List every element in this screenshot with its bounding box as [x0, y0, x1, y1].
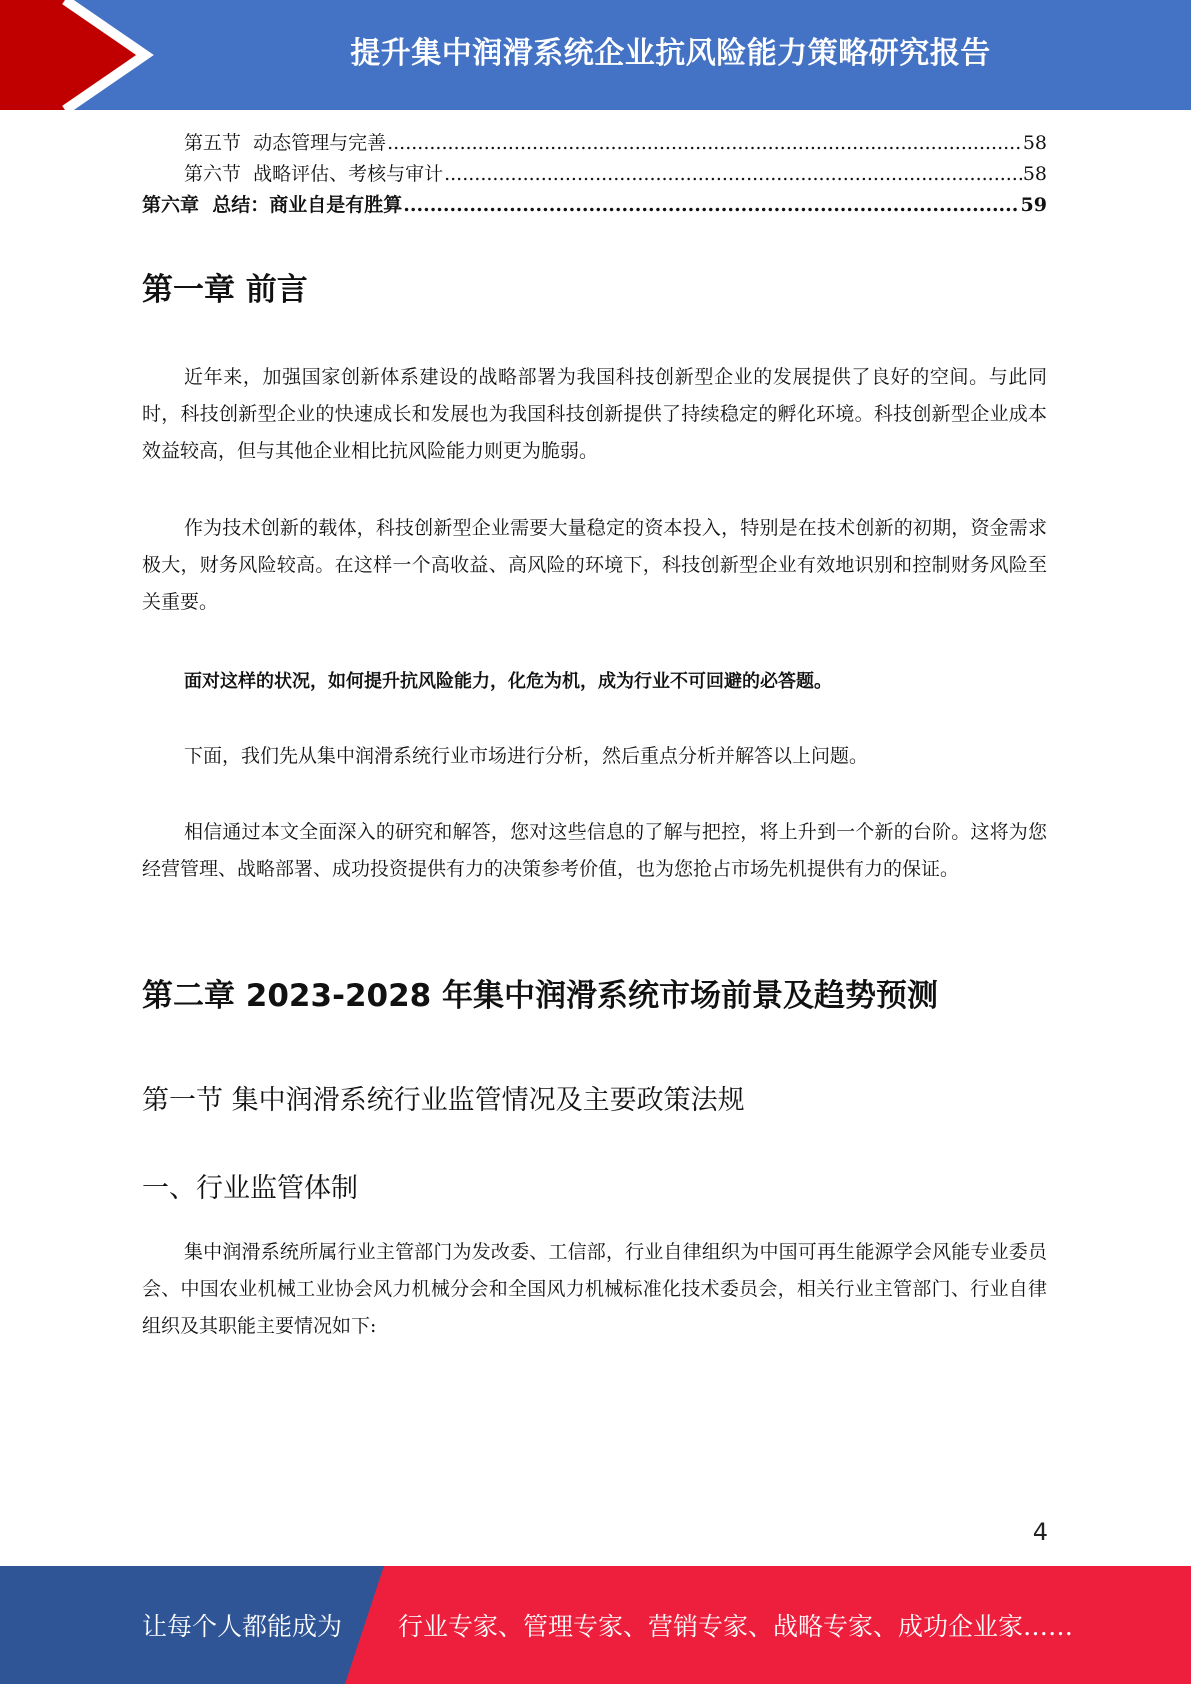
header-banner: [0, 0, 1191, 110]
chapter-2-title: 第二章 2023-2028 年集中润滑系统市场前景及趋势预测: [142, 978, 939, 1014]
chapter-1-key-question: 面对这样的状况，如何提升抗风险能力，化危为机，成为行业不可回避的必答题。: [184, 671, 832, 692]
chapter-1-title: 第一章 前言: [142, 272, 308, 308]
section-1-title: 第一节 集中润滑系统行业监管情况及主要政策法规: [142, 1085, 745, 1116]
chapter-1-paragraph-1: 近年来，加强国家创新体系建设的战略部署为我国科技创新型企业的发展提供了良好的空间。与此同时，科技创新型企业的快速成长和发展也为我国科技创新提供了持续稳定的孵化环境。科技创新型企业成本效益较高，但与其他企业相比抗风险能力则更为脆弱。: [142, 366, 1047, 462]
report-title: 提升集中润滑系统企业抗风险能力策略研究报告: [350, 36, 991, 71]
footer-slogan-left: 让每个人都能成为: [142, 1612, 343, 1641]
toc-entry-label: 第五节 动态管理与完善: [184, 132, 387, 154]
page-number: 4: [1032, 1518, 1048, 1546]
toc-dot-leader: [387, 128, 1022, 159]
chapter-1-paragraph-2: 作为技术创新的载体，科技创新型企业需要大量稳定的资本投入，特别是在技术创新的初期，资金需求极大，财务风险较高。在这样一个高收益、高风险的环境下，科技创新型企业有效地识别和控制财务风险至关重要。: [142, 517, 1047, 613]
table-of-contents: [142, 128, 1047, 221]
toc-dot-leader: [444, 159, 1022, 190]
chapter-1-paragraph-4: 下面，我们先从集中润滑系统行业市场进行分析，然后重点分析并解答以上问题。: [184, 745, 869, 767]
toc-entry[interactable]: [142, 159, 1047, 190]
toc-entry[interactable]: [142, 128, 1047, 159]
toc-entry-page: 58: [1022, 163, 1047, 185]
footer-banner: [0, 1566, 1191, 1684]
chapter-1-paragraph-5: 相信通过本文全面深入的研究和解答，您对这些信息的了解与把控，将上升到一个新的台阶。这将为您经营管理、战略部署、成功投资提供有力的决策参考价值，也为您抢占市场先机提供有力的保证。: [142, 821, 1047, 880]
toc-entry[interactable]: [142, 190, 1047, 221]
toc-entry-page: 59: [1020, 194, 1047, 216]
toc-entry-page: 58: [1022, 132, 1047, 154]
chapter-2-paragraph-1: 集中润滑系统所属行业主管部门为发改委、工信部，行业自律组织为中国可再生能源学会风能专业委员会、中国农业机械工业协会风力机械分会和全国风力机械标准化技术委员会，相关行业主管部门、行业自律组织及其职能主要情况如下:: [142, 1241, 1047, 1337]
subsection-1-title: 一、行业监管体制: [142, 1173, 358, 1204]
toc-entry-label: 第六节 战略评估、考核与审计: [184, 163, 444, 185]
toc-entry-label: 第六章 总结：商业自是有胜算: [142, 194, 403, 216]
footer-slogan-right: 行业专家、管理专家、营销专家、战略专家、成功企业家……: [398, 1612, 1074, 1641]
toc-dot-leader: [403, 190, 1019, 221]
